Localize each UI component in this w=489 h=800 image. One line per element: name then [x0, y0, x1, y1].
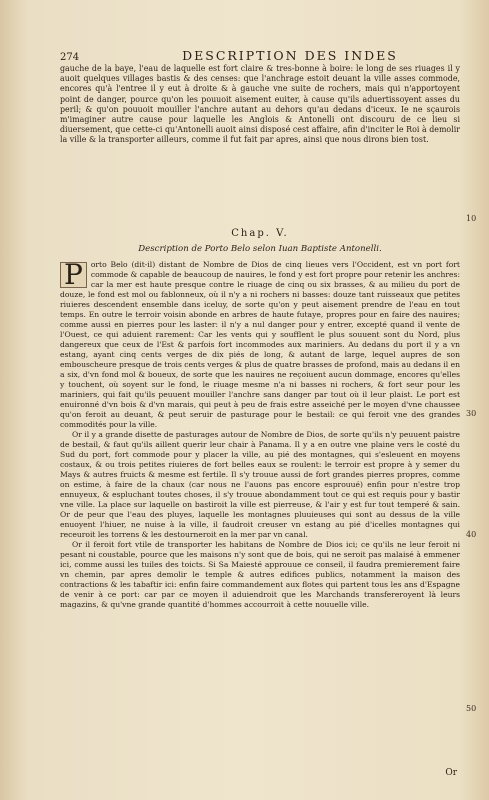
- chapter-heading: Chap. V.: [231, 228, 289, 239]
- chapter-body: [60, 260, 460, 610]
- page-number: 274: [60, 52, 80, 63]
- margin-number-10: 10: [466, 214, 477, 223]
- paragraph-3: Or il feroit fort vtile de transporter les habitans de Nombre de Dios ici; ce qu'ils ne leur feroit ni pesant ni coustable, pource que les maisons n'y sont que de bois, qui ne seroit pas malaisé à emmener ici, comme aussi les tuiles des toicts. Si Sa Maiesté approuue ce conseil, il faudra premierement faire vn chemin, par apres demolir le temple & autres edifices publics, notamment la maison des contractions & les tabaftir ici: enfin faire commandement aux flotes qui partent tous les ans d'Espagne de venir à ce port: car par ce moyen il aduiendroit que les Marchands transfereroyent là leurs magazins, & qu'vne grande quantité d'hommes accourroit à cette nouuelle ville.: [60, 540, 460, 609]
- page-header: [60, 48, 460, 63]
- paragraph-1: [60, 260, 460, 430]
- margin-number-40: 40: [466, 530, 477, 539]
- drop-cap: P: [60, 262, 87, 288]
- intro-text: gauche de la baye, l'eau de laquelle est fort claire & tres-bonne à boire: le long de ses riuages il y auoit quelques villages bastis & des censes: que l'anchrage estoit deuant la ville asses commode, encores qu'à l'entree il y eut à droite & à gauche vne suite de rochers, mais qui n'apportoyent point de danger, pource qu'on les pouuoit aisement euiter, à cause qu'ils aduertissoyent asses du peril; & qu'on pouuoit mouiller l'anchre autant au dehors qu'au dedans d'iceux. Ie ne sçaurois m'imaginer autre cause pour laquelle les Anglois & Antonelli ont discouru de ce lieu si diuersement, que cette-ci qu'Antonelli auoit ainsi disposé cest affaire, afin d'inciter le Roi à demolir la ville & la transporter ailleurs, comme il fut fait par apres, ainsi que nous dirons bien tost.: [60, 64, 460, 145]
- margin-number-30: 30: [466, 409, 477, 418]
- running-title: DESCRIPTION DES INDES: [182, 48, 398, 63]
- margin-number-50: 50: [466, 704, 477, 713]
- paragraph-1-text: orto Belo (dit-il) distant de Nombre de Dios de cinq lieues vers l'Occident, est vn port fort commode & capable de beaucoup de nauires, le fond y est fort propre pour retenir les anchres: car la mer est haute presque contre le riuage de cinq ou six brasses, & au milieu du port de douze, le fond est mol ou fablonneux, où il n'y a ni rochers ni basses: douze tant ruisseaux que petites riuieres descendent ensemble dans iceluy, de sorte qu'on y peut aisement prendre de l'eau en tout temps. En outre le terroir voisin abonde en arbres de haute futaye, propres pour en faire des nauires; comme aussi en pierres pour les laster: il n'y a nul danger pour y entrer, excepté quand il vente de l'Ouest, ce qui aduient rarement: Car les vents qui y soufflent le plus souuent sont du Nord, plus dangereux que ceux de l'Est & parfois fort incommodes aux mariniers. Au dedans du port il y a vn estang, ayant cinq cents verges de dix piés de long, & autant de large, lequel aupres de son embouscheure presque de trois cents verges & plus de quatre brasses de profond, mais au dedans il en a six, d'vn fond mol & boueux, de sorte que les nauires ne reçoiuent aucun dommage, encores qu'elles y touchent, où soyent sur le fond, le riuage mesme n'a ni basses ni rochers, & fort seur pour les mariniers, qui fait qu'ils peuuent mouiller l'anchre sans danger par tout où il leur plaist. Le port est enuironné d'vn bois & d'vn marais, qui peut à peu de frais estre asseiché per le moyen d'vne chaussee qu'on feroit au deuant, & peut seruir de pasturage pour le bestail: ce qui feroit vne des grandes commodités pour la ville.: [60, 260, 460, 429]
- intro-paragraph: [60, 64, 460, 146]
- chapter-subtitle: Description de Porto Belo selon Iuan Baptiste Antonelli.: [138, 244, 382, 254]
- paragraph-2: Or il y a grande disette de pasturages autour de Nombre de Dios, de sorte qu'ils n'y peuuent paistre de bestail, & faut qu'ils aillent querir leur chair à Panama. Il y a en outre vne plaine vers le costé du Sud du port, fort commode pour y placer la ville, au pié des montagnes, qui s'esleuent en moyens costaux, & ou trois petites riuieres de fort belles eaux se roulent: le terroir est propre à y semer du Mays & autres fruicts & mesme est fertile. Il s'y trouue aussi de fort grandes pierres propres, comme on estime, à faire de la chaux (car nous ne l'auons pas encore esprouué) enfin pour n'estre trop ennuyeux, & espluchant toutes choses, il s'y trouue abondamment tout ce qui est requis pour y bastir vne ville. La place sur laquelle on bastiroit la ville est pierreuse, & l'air y est fur tout temperé & sain. Or de peur que l'eau des pluyes, laquelle les montagnes pluuieuses qui sont au dessus de la ville enuoyent l'hiuer, ne nuise à la ville, il faudroit creuser vn estang au pié d'icelles montagnes qui receuroit les torrens & les destourneroit en la mer par vn canal.: [60, 430, 460, 539]
- catchword: Or: [445, 768, 457, 778]
